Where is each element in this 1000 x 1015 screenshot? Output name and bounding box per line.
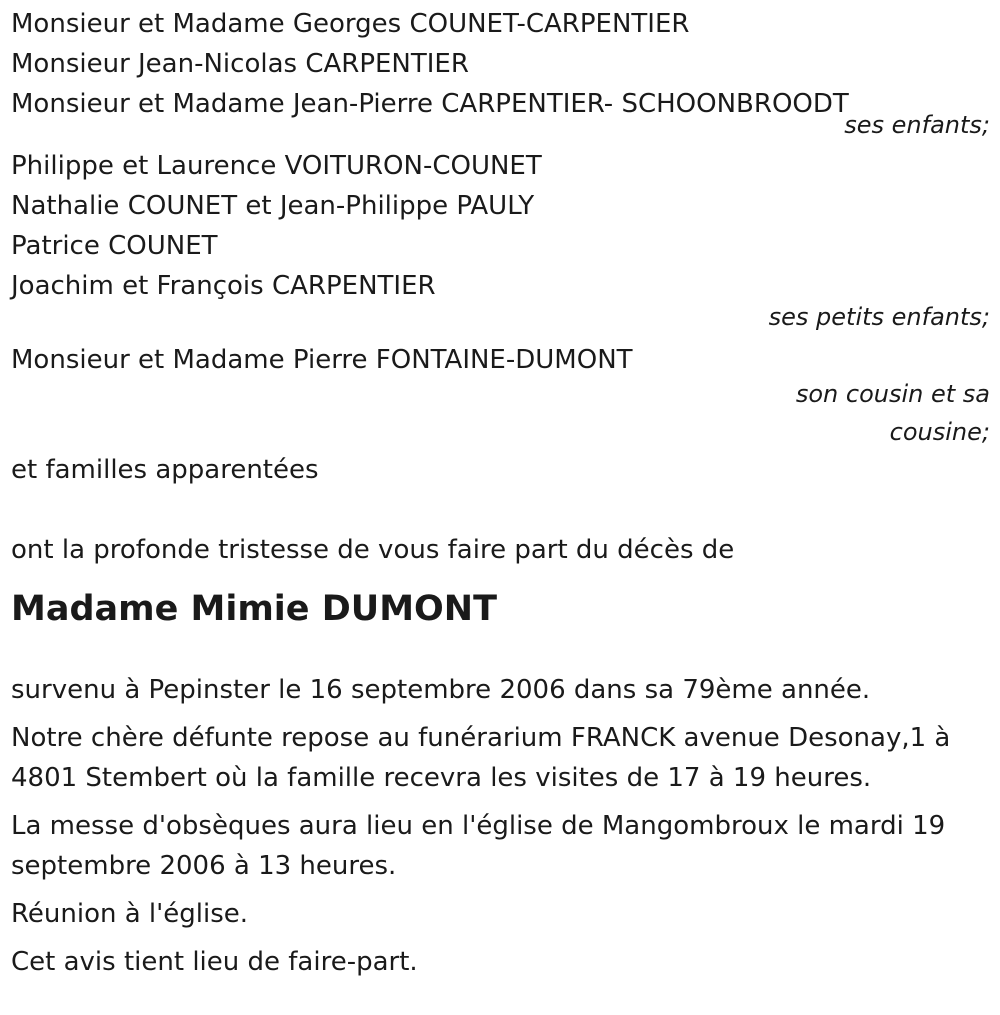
children-role-label: ses enfants; (844, 111, 990, 139)
paragraph-death-details: survenu à Pepinster le 16 septembre 2006 dans sa 79ème année. (11, 675, 871, 705)
family-line-child-1: Monsieur et Madame Georges COUNET-CARPENTIER (11, 9, 690, 39)
family-line-grandchild-3: Patrice COUNET (11, 231, 218, 261)
paragraph-meeting: Réunion à l'église. (11, 899, 249, 929)
cousins-role-label-line-2: cousine; (889, 418, 990, 446)
announcement-line: ont la profonde tristesse de vous faire part du décès de (11, 535, 735, 565)
family-line-cousin-1: Monsieur et Madame Pierre FONTAINE-DUMONT (11, 345, 633, 375)
paragraph-mass: La messe d'obsèques aura lieu en l'église de Mangombroux le mardi 19 septembre 2006 à 13 heures. (11, 811, 946, 881)
spacer (11, 490, 990, 530)
paragraph-notice: Cet avis tient lieu de faire-part. (11, 947, 418, 977)
deceased-name: Madame Mimie DUMONT (11, 589, 497, 629)
cousins-role-label-line-1: son cousin et sa (795, 380, 990, 408)
related-families-line: et familles apparentées (11, 455, 319, 485)
family-line-child-3: Monsieur et Madame Jean-Pierre CARPENTIER- SCHOONBROODT (11, 89, 849, 119)
family-line-grandchild-4: Joachim et François CARPENTIER (11, 271, 436, 301)
paragraph-funeral-home: Notre chère défunte repose au funérarium FRANCK avenue Desonay,1 à 4801 Stembert où la famille recevra les visites de 17 à 19 heures. (11, 723, 951, 793)
grandchildren-role-label: ses petits enfants; (768, 303, 990, 331)
family-line-child-2: Monsieur Jean-Nicolas CARPENTIER (11, 49, 469, 79)
family-line-grandchild-2: Nathalie COUNET et Jean-Philippe PAULY (11, 191, 535, 221)
family-line-grandchild-1: Philippe et Laurence VOITURON-COUNET (11, 151, 542, 181)
